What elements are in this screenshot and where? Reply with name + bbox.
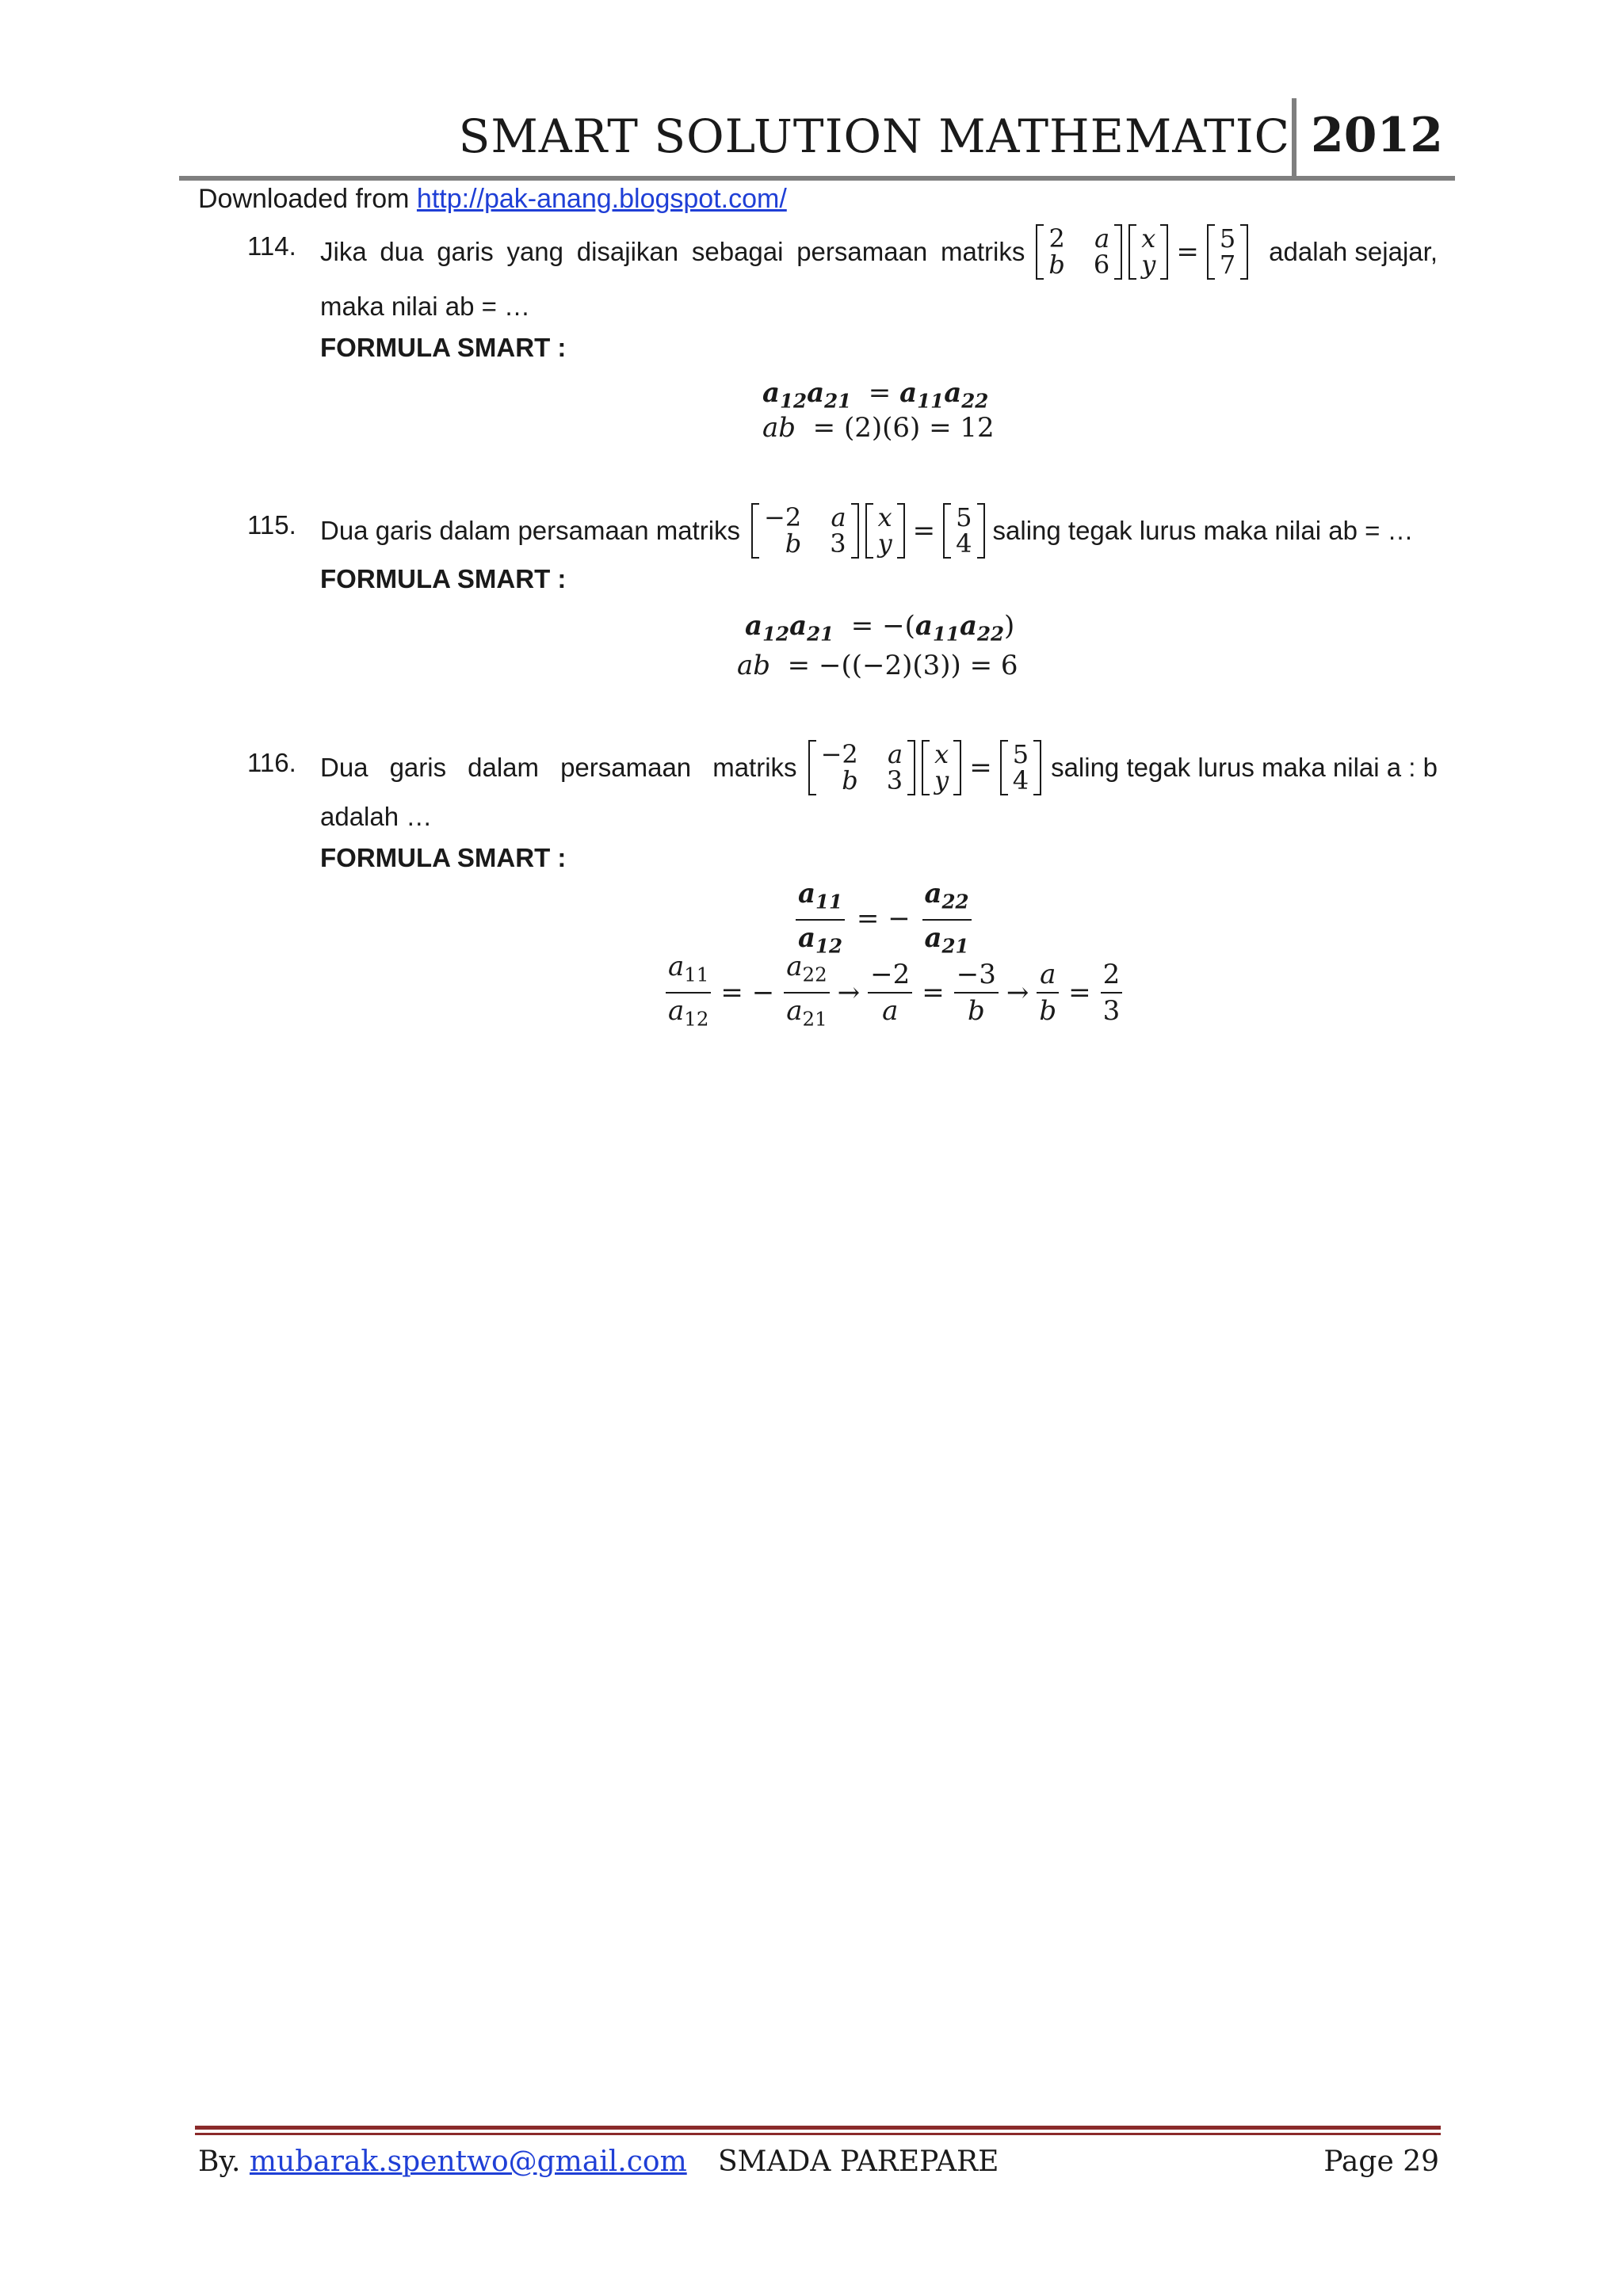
download-prefix: Downloaded from bbox=[198, 184, 417, 214]
footer-author: By. mubarak.spentwo@gmail.com bbox=[198, 2145, 687, 2178]
problem-114-matrix-equation: 2 a b 6 x y = 5 7 bbox=[1033, 224, 1251, 280]
problem-115-post: saling tegak lurus maka nilai ab = … bbox=[992, 516, 1414, 545]
footer-rule bbox=[195, 2126, 1441, 2130]
problem-115-number: 115. bbox=[247, 510, 296, 540]
formula-label-114: FORMULA SMART : bbox=[320, 333, 567, 362]
problem-115-pre: Dua garis dalam persamaan matriks bbox=[320, 516, 741, 545]
problem-114-number: 114. bbox=[247, 231, 296, 261]
formula-114-line2: ab = (2)(6) = 12 bbox=[762, 412, 995, 444]
footer-page-number: Page 29 bbox=[1323, 2145, 1439, 2178]
coefficient-matrix: 2 a b 6 bbox=[1036, 224, 1122, 280]
coefficient-matrix: −2 a b 3 bbox=[808, 740, 916, 795]
header-year: 2012 bbox=[1311, 108, 1443, 163]
problem-114-line2: maka nilai ab = … bbox=[320, 292, 531, 321]
problem-114-pre: Jika dua garis yang disajikan sebagai persamaan matriks bbox=[320, 237, 1025, 266]
problem-116-matrix-equation: −2 a b 3 x y = 5 4 bbox=[805, 740, 1044, 795]
footer-school: SMADA PAREPARE bbox=[718, 2145, 999, 2178]
formula-label-115: FORMULA SMART : bbox=[320, 564, 567, 593]
variable-vector: x y bbox=[865, 503, 905, 559]
formula-114-line1: $a_{12}a_{21} = a_{11}a_{22}$ bbox=[762, 377, 989, 413]
formula-116-line2: $\frac{a_{11}}{a_{12}}$ = − $\frac{a_{22}}{a_{21}}$ → $\frac{-2}{a}$ = $\frac{-3}{b}$ → $\frac{a}{b}$ = $\frac{2}{3}$ bbox=[663, 949, 1125, 1037]
problem-116-question bbox=[320, 735, 1438, 800]
download-link[interactable]: http://pak-anang.blogspot.com/ bbox=[416, 184, 787, 214]
constant-vector: 5 4 bbox=[943, 503, 984, 559]
header-rule bbox=[179, 176, 1455, 181]
problem-115-matrix-equation: −2 a b 3 x y = 5 4 bbox=[748, 503, 987, 559]
problem-116-pre: Dua garis dalam persamaan matriks bbox=[320, 753, 797, 782]
formula-115-line2: ab = −((−2)(3)) = 6 bbox=[737, 650, 1018, 681]
coefficient-matrix: −2 a b 3 bbox=[751, 503, 859, 559]
footer-email-link[interactable]: mubarak.spentwo@gmail.com bbox=[249, 2145, 687, 2178]
formula-116-line1: $\frac{a_{11}}{a_{12}}$ = − $\frac{a_{22}}{a_{21}}$ bbox=[792, 876, 975, 964]
constant-vector: 5 4 bbox=[1000, 740, 1041, 795]
constant-vector: 5 7 bbox=[1207, 224, 1248, 280]
problem-115-question bbox=[320, 499, 1414, 563]
problem-114-question bbox=[320, 220, 1438, 284]
header-title: SMART SOLUTION MATHEMATIC bbox=[458, 109, 1290, 163]
variable-vector: x y bbox=[1128, 224, 1168, 280]
download-line bbox=[198, 184, 787, 215]
variable-vector: x y bbox=[922, 740, 961, 795]
header-separator bbox=[1292, 98, 1296, 179]
footer-rule-thin bbox=[195, 2133, 1441, 2135]
problem-116-post: saling tegak lurus maka nilai a : b bbox=[1051, 753, 1438, 782]
formula-115-line1: $a_{12}a_{21} = -(a_{11}a_{22})$ bbox=[745, 610, 1015, 646]
formula-label-116: FORMULA SMART : bbox=[320, 843, 567, 872]
problem-116-line2: adalah … bbox=[320, 802, 433, 831]
problem-116-number: 116. bbox=[247, 748, 296, 777]
problem-114-post: adalah sejajar, bbox=[1269, 237, 1438, 266]
